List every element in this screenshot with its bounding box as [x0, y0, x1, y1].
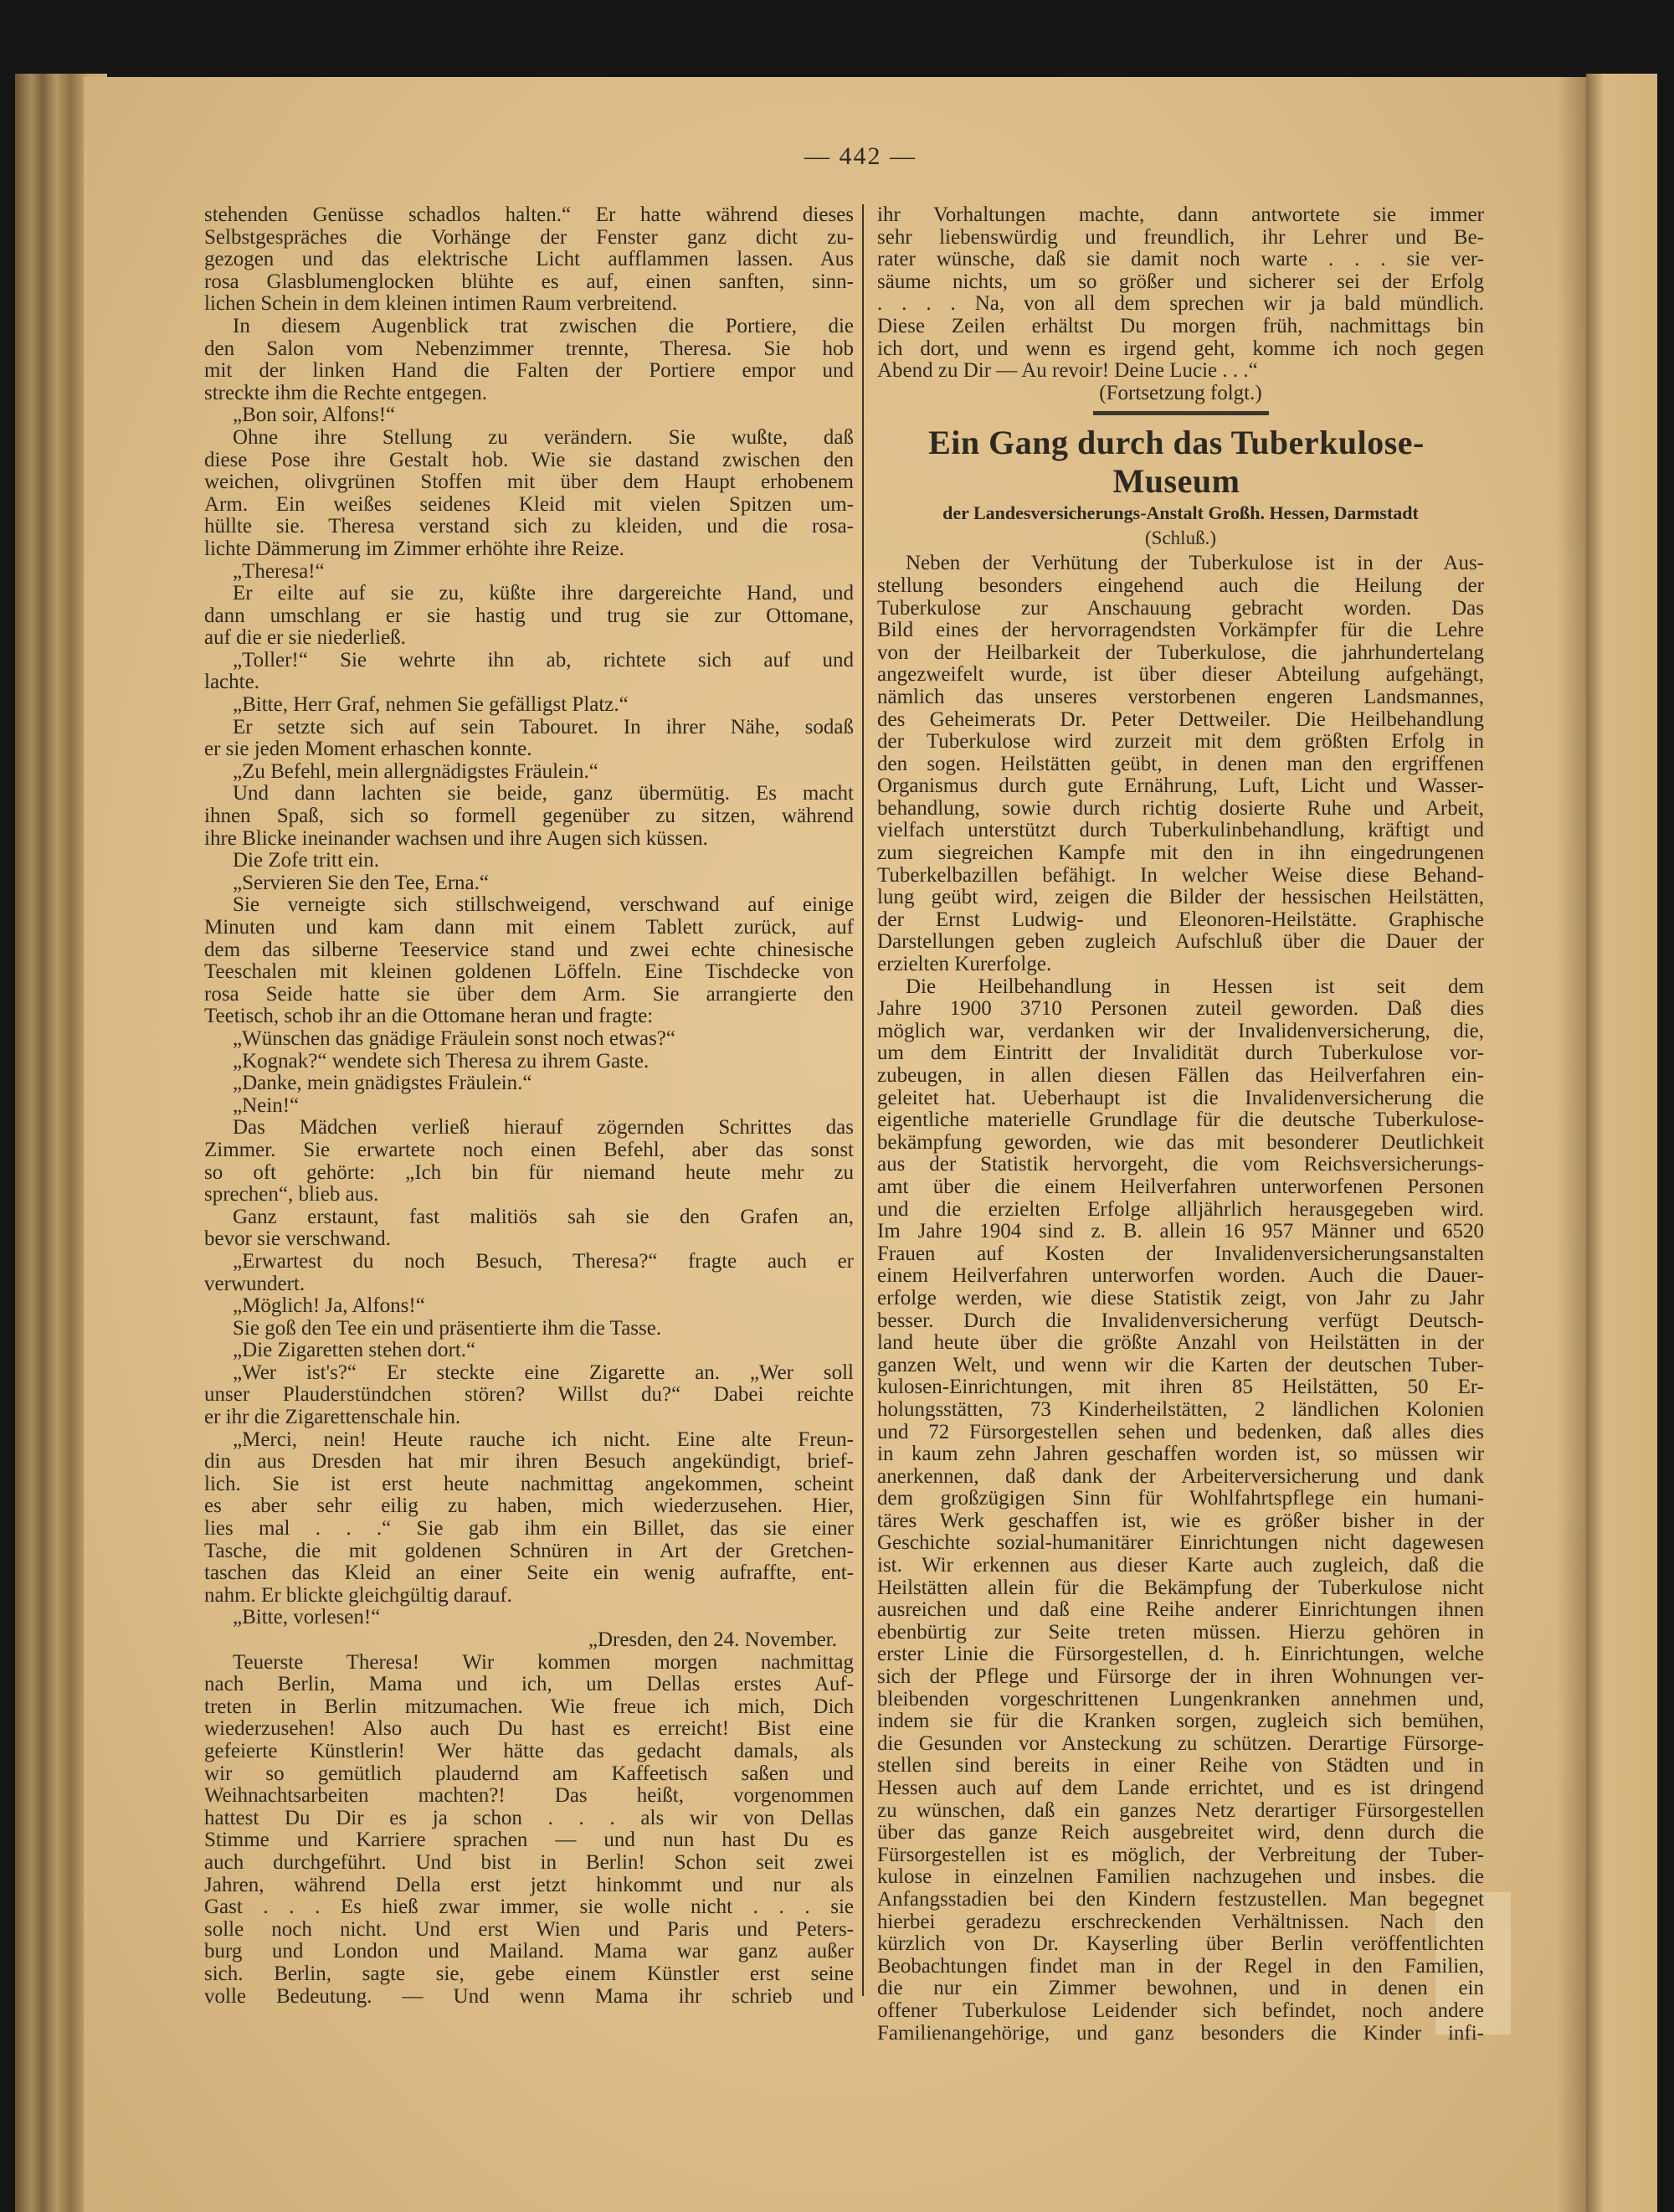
paragraph [204, 1340, 854, 1362]
paragraph [204, 1095, 854, 1118]
text-line: verwundert. [204, 1273, 306, 1295]
text-line: der Ernst Ludwig- und Eleonoren-Heilstätte. Graphische [877, 908, 1484, 931]
text-line: indem sie für die Kranken sorgen, zugleich sich bemühen, [877, 1710, 1484, 1733]
paragraph [204, 1251, 854, 1295]
text-line: Beobachtungen findet man in der Regel in den Familien, [877, 1955, 1484, 1978]
text-line: einem Heilverfahren unterworfen worden. Auch die Dauer- [877, 1265, 1484, 1288]
text-line: „Servieren Sie den Tee, Erna.“ [233, 872, 489, 894]
text-line: Selbstgespräches die Vorhänge der Fenster ganz dicht zu- [204, 226, 854, 249]
page-number: — 442 — [804, 142, 917, 170]
text-line: er sie jeden Moment erhaschen konnte. [204, 738, 532, 761]
paragraph [204, 872, 854, 895]
text-line: „Dresden, den 24. November. [588, 1629, 837, 1651]
paragraph [204, 894, 854, 1028]
paragraph [204, 1362, 854, 1429]
text-line: täres Werk geschaffen ist, wie es größer bisher in der [877, 1510, 1484, 1532]
text-line: treten in Berlin mitzumachen. Wie freue ich mich, Dich [204, 1695, 854, 1718]
paragraph [877, 976, 1484, 2045]
serial-story-ending [877, 204, 1484, 383]
text-line: säume nichts, um so größer und sicherer sei der Erfolg [877, 270, 1484, 293]
text-line: stellen sind bereits in einer Reihe von Städten und in [877, 1755, 1484, 1777]
text-line: möglich war, verdanken wir der Invalidenversicherung, die, [877, 1020, 1484, 1042]
text-line: Anfangsstadien bei den Kindern festzustellen. Man begegnet [877, 1888, 1484, 1911]
text-line: „Erwartest du noch Besuch, Theresa?“ fragte auch er [233, 1250, 854, 1273]
text-line: unser Plauderstündchen stören? Willst du?“ Dabei reichte [204, 1384, 854, 1407]
text-line: anerkennen, daß dank der Arbeiterversicherung und dank [877, 1465, 1484, 1488]
paragraph [204, 1073, 854, 1095]
text-line: angezweifelt wurde, ist über dieser Abteilung aufgehängt, [877, 664, 1484, 687]
text-line: Geschichte sozial-humanitärer Einrichtungen nicht dagewesen [877, 1532, 1484, 1555]
paragraph [204, 1629, 854, 1652]
text-line: Er eilte auf sie zu, küßte ihre dargereichte Hand, und [233, 583, 854, 605]
text-line: ebenbürtig zur Seite treten müssen. Hierzu gehören in [877, 1621, 1484, 1644]
paragraph [204, 204, 854, 316]
text-line: geleitet hat. Ueberhaupt ist die Invalidenversicherung die [877, 1087, 1484, 1109]
paragraph [204, 761, 854, 784]
article-title: Ein Gang durch das Tuberkulose-Museum [928, 424, 1425, 501]
text-line: ganzen Welt, und wenn wir die Karten der deutschen Tuber- [877, 1354, 1484, 1376]
text-line: taschen das Kleid an einer Seite ein wenig aufraffte, ent- [204, 1562, 854, 1585]
text-line: Stimme und Karriere sprachen — und nun hast Du es [204, 1829, 854, 1852]
text-line: „Danke, mein gnädigstes Fräulein.“ [233, 1073, 532, 1095]
text-line: Diese Zeilen erhältst Du morgen früh, nachmittags bin [877, 315, 1484, 337]
text-line: lachte. [204, 671, 259, 694]
column-divider [862, 204, 864, 1996]
text-line: sprechen“, blieb aus. [204, 1184, 379, 1206]
paragraph [204, 1429, 854, 1608]
paragraph [204, 1607, 854, 1629]
text-line: Darstellungen geben zugleich Aufschluß über die Dauer der [877, 931, 1484, 954]
next-page-edge [1586, 74, 1657, 2212]
text-line: . . . . Na, von all dem sprechen wir ja bald mündlich. [877, 293, 1484, 316]
text-line: und die erzielten Erfolge alljährlich herausgegeben wird. [877, 1198, 1484, 1221]
text-line: sich der Pflege und Fürsorge der in ihren Wohnungen ver- [877, 1666, 1484, 1689]
text-line: Tasche, die mit goldenen Schnüren in Art der Gretchen- [204, 1540, 854, 1562]
text-line: Arm. Ein weißes seidenes Kleid mit vielen Spitzen um- [204, 493, 854, 516]
text-line: Die Zofe tritt ein. [233, 850, 379, 872]
text-line: rosa Seide hatte sie über dem Arm. Sie arrangierte den [204, 983, 854, 1006]
text-line: über das ganze Reich ausgebreitet wird, denn durch die [877, 1822, 1484, 1844]
text-line: offener Tuberkulose Leidender sich befindet, noch andere [877, 1999, 1484, 2022]
text-line: Fürsorgestellen ist es möglich, der Verbreitung der Tuber- [877, 1844, 1484, 1866]
text-line: Hessen auch auf dem Lande errichtet, und es ist dringend [877, 1777, 1484, 1799]
text-line: in kaum zehn Jahren geschaffen worden ist, so müssen wir [877, 1443, 1484, 1466]
text-line: bekämpfung geworden, wie das mit besonderer Deutlichkeit [877, 1131, 1484, 1154]
text-line: aus der Statistik hervorgeht, die vom Reichsversicherungs- [877, 1154, 1484, 1176]
text-line: diese Pose ihre Gestalt hob. Wie sie dastand zwischen den [204, 449, 854, 471]
text-line: Tuberkulose zur Anschauung gebracht worden. Das [877, 597, 1484, 620]
text-line: solle noch nicht. Und erst Wien und Paris und Peters- [204, 1918, 854, 1941]
paragraph [204, 850, 854, 872]
text-line: „Die Zigaretten stehen dort.“ [233, 1340, 476, 1362]
paragraph [204, 1295, 854, 1318]
binding-shadow [1557, 77, 1586, 2212]
text-line: die nur ein Zimmer bewohnen, und in denen ein [877, 1978, 1484, 2000]
text-line: „Zu Befehl, mein allergnädigstes Fräulein.“ [233, 760, 598, 783]
text-line: Minuten und kam dann mit einem Tablett zurück, auf [204, 917, 854, 939]
text-line: Er setzte sich auf sein Tabouret. In ihrer Nähe, sodaß [233, 716, 854, 738]
text-line: amt über die einem Heilverfahren unterworfenen Personen [877, 1175, 1484, 1198]
text-line: zu wünschen, daß ein ganzes Netz derartiger Fürsorgestellen [877, 1799, 1484, 1822]
paragraph [877, 553, 1484, 975]
text-line: sich. Berlin, sagte sie, gebe einem Künstler erst seine [204, 1963, 854, 1985]
text-line: es aber sehr eilig zu haben, mich wiederzusehen. Hier, [204, 1495, 854, 1518]
text-line: gefeierte Künstlerin! Wer hätte das gedacht damals, als [204, 1740, 854, 1762]
text-line: In diesem Augenblick trat zwischen die Portiere, die [233, 315, 854, 337]
text-line: wir so gemütlich plaudernd am Kaffeetisch saßen und [204, 1762, 854, 1785]
text-line: eigentliche materielle Grundlage für die deutsche Tuberkulose- [877, 1109, 1484, 1132]
text-line: land heute über die größte Anzahl von Heilstätten in der [877, 1332, 1484, 1355]
text-line: um dem Eintritt der Invalidität durch Tuberkulose vor- [877, 1042, 1484, 1065]
paragraph [204, 717, 854, 761]
text-line: streckte ihm die Rechte entgegen. [204, 382, 488, 404]
text-line: rosa Glasblumenglocken blühte es auf, einen sanften, sinn- [204, 270, 854, 293]
text-line: nahm. Er blickte gleichgültig darauf. [204, 1584, 512, 1607]
text-line: „Wünschen das gnädige Fräulein sonst noch etwas?“ [233, 1027, 676, 1050]
text-line: bevor sie verschwand. [204, 1228, 391, 1251]
right-column [877, 204, 1484, 2045]
text-line: auf die er sie niederließ. [204, 627, 406, 650]
paragraph [204, 650, 854, 694]
text-line: Heilstätten allein für die Bekämpfung der Tuberkulose nicht [877, 1577, 1484, 1599]
text-line: ihre Blicke ineinander wachsen und ihre Augen sich küssen. [204, 827, 708, 850]
text-line: kulosen-Einrichtungen, mit ihren 85 Heilstätten, 50 Er- [877, 1376, 1484, 1399]
text-line: Frauen auf Kosten der Invalidenversicherungsanstalten [877, 1242, 1484, 1265]
paragraph [204, 694, 854, 717]
text-line: von der Heilbarkeit der Tuberkulose, die jahrhundertelang [877, 641, 1484, 664]
text-line: Die Heilbehandlung in Hessen ist seit dem [906, 975, 1484, 998]
text-line: rater wünsche, daß sie damit noch warte . . . sie ver- [877, 249, 1484, 271]
paragraph [204, 1051, 854, 1073]
text-line: behandlung, sowie durch richtig dosierte Ruhe und Arbeit, [877, 797, 1484, 820]
text-line: Das Mädchen verließ hierauf zögernden Schrittes das [233, 1117, 854, 1139]
text-line: Zimmer. Sie erwartete noch einen Befehl, aber das sonst [204, 1139, 854, 1161]
text-line: erfolge werden, wie diese Statistik zeigt, von Jahr zu Jahr [877, 1287, 1484, 1309]
text-line: Organismus durch gute Ernährung, Luft, Licht und Wasser- [877, 775, 1484, 798]
text-line: „Toller!“ Sie wehrte ihn ab, richtete sich auf und [233, 649, 854, 671]
text-line: erster Linie die Fürsorgestellen, d. h. Einrichtungen, welche [877, 1644, 1484, 1666]
left-column-serial-story [204, 204, 854, 2008]
text-line: „Bitte, vorlesen!“ [233, 1607, 381, 1629]
text-line: ich dort, und wenn es irgend geht, komme ich noch gegen [877, 337, 1484, 360]
text-line: sehr liebenswürdig und freundlich, ihr Lehrer und Be- [877, 226, 1484, 249]
text-line: Neben der Verhütung der Tuberkulose ist in der Aus- [906, 553, 1484, 575]
text-line: er ihr die Zigarettenschale hin. [204, 1407, 461, 1429]
text-line: ist. Wir erkennen aus dieser Karte auch zugleich, daß die [877, 1555, 1484, 1577]
text-line: ausreichen und daß eine Reihe anderer Einrichtungen ihnen [877, 1599, 1484, 1622]
text-line: gezogen und das elektrische Licht aufflammen lassen. Aus [204, 249, 854, 271]
text-line: den sogen. Heilstätten geübt, in denen man den ergriffenen [877, 753, 1484, 775]
text-line: Familienangehörige, und ganz besonders die Kinder infi- [877, 2022, 1484, 2045]
text-line: bleibenden vorgeschrittenen Lungenkranken annehmen und, [877, 1688, 1484, 1710]
text-line: nach Berlin, Mama und ich, um Dellas erstes Auf- [204, 1674, 854, 1696]
text-line: Abend zu Dir — Au revoir! Deine Lucie . . .“ [877, 360, 1258, 383]
text-line: nämlich das unseres verstorbenen engeren Landsmannes, [877, 686, 1484, 708]
text-line: burg und London und Mailand. Mama war ganz außer [204, 1941, 854, 1963]
text-line: Jahren, während Della erst jetzt hinkommt und nur als [204, 1874, 854, 1896]
text-line: din aus Dresden hat mir ihren Besuch angekündigt, brief- [204, 1451, 854, 1474]
text-line: hierbei geradezu erschreckenden Verhältnissen. Nach den [877, 1911, 1484, 1933]
text-line: mit der linken Hand die Falten der Portiere empor und [204, 360, 854, 383]
text-line: erzielten Kurerfolge. [877, 954, 1052, 976]
text-line: ihnen Spaß, sich so formell gegenüber zu sitzen, während [204, 805, 854, 828]
text-line: Weihnachtsarbeiten machten?! Das heißt, vorgenommen [204, 1785, 854, 1808]
text-line: des Geheimerats Dr. Peter Dettweiler. Die Heilbehandlung [877, 708, 1484, 731]
text-line: dann umschlang er sie hastig und trug sie zur Ottomane, [204, 604, 854, 627]
text-line: hüllte sie. Theresa verstand sich zu kleiden, und die rosa- [204, 516, 854, 538]
text-line: vielfach unterstützt durch Tuberkulinbehandlung, kräftigt und [877, 820, 1484, 842]
article-subtitle: der Landesversicherungs-Anstalt Großh. Hessen, Darmstadt [942, 502, 1419, 524]
text-line: „Merci, nein! Heute rauche ich nicht. Eine alte Freun- [233, 1428, 854, 1451]
text-line: auch durchgeführt. Und bist in Berlin! Schon seit zwei [204, 1851, 854, 1874]
text-line: und 72 Fürsorgestellen sehen und bedenken, daß alles dies [877, 1421, 1484, 1443]
paragraph [204, 1652, 854, 2009]
text-line: Sie goß den Tee ein und präsentierte ihm die Tasse. [233, 1317, 662, 1340]
text-line: Im Jahre 1904 sind z. B. allein 16 957 Männer und 6520 [877, 1221, 1484, 1243]
text-line: Und dann lachten sie beide, ganz übermütig. Es macht [233, 783, 854, 805]
text-line: Tuberkelbazillen befähigt. In welcher Weise diese Behand- [877, 864, 1484, 887]
text-line: Ohne ihre Stellung zu verändern. Sie wußte, daß [233, 426, 854, 449]
text-line: Ganz erstaunt, fast malitiös sah sie den Grafen an, [233, 1206, 854, 1228]
text-line: holungsstätten, 73 Kinderheilstätten, 2 ländlichen Kolonien [877, 1398, 1484, 1421]
text-line: der Tuberkulose wird zurzeit mit dem größten Erfolg in [877, 731, 1484, 754]
paragraph [204, 427, 854, 561]
paragraph [204, 583, 854, 650]
article-part-label: (Schluß.) [1145, 527, 1216, 549]
text-line: Teuerste Theresa! Wir kommen morgen nachmittag [233, 1651, 854, 1674]
text-line: lies mal . . .“ Sie gab ihm ein Billet, das sie einer [204, 1518, 854, 1541]
text-line: lung geübt wird, zeigen die Bilder der hessischen Heilstätten, [877, 887, 1484, 909]
text-line: hattest Du Dir es ja schon . . . als wir von Dellas [204, 1807, 854, 1829]
text-line: dem das silberne Teeservice stand und zwei echte chinesische [204, 939, 854, 961]
text-line: „Theresa!“ [233, 560, 325, 583]
text-line: dem großzügigen Sinn für Wohlfahrtspflege ein humani- [877, 1488, 1484, 1510]
article-body [877, 553, 1484, 2045]
text-line: Gast . . . Es hieß zwar immer, sie wolle nicht . . . sie [204, 1896, 854, 1919]
text-line: „Bitte, Herr Graf, nehmen Sie gefälligst Platz.“ [233, 694, 629, 717]
text-line: „Nein!“ [233, 1094, 300, 1117]
text-line: wiederzusehen! Also auch Du hast es erreicht! Bist eine [204, 1718, 854, 1741]
text-line: Sie verneigte sich stillschweigend, verschwand auf einige [233, 894, 854, 917]
paragraph [204, 1117, 854, 1206]
text-line: kulose in einzelnen Familien nachzugehen und insbes. die [877, 1866, 1484, 1889]
text-line: zum siegreichen Kampfe mit den in ihn eingedrungenen [877, 842, 1484, 865]
text-line: besser. Durch die Invalidenversicherung verfügt Deutsch- [877, 1309, 1484, 1332]
text-line: Teeschalen mit kleinen goldenen Löffeln. Eine Tischdecke von [204, 961, 854, 984]
paragraph [204, 1206, 854, 1251]
text-line: „Möglich! Ja, Alfons!“ [233, 1295, 425, 1318]
paragraph [204, 1028, 854, 1051]
text-line: lichte Dämmerung im Zimmer erhöhte ihre Reize. [204, 538, 624, 560]
text-line: volle Bedeutung. — Und wenn Mama ihr schrieb und [204, 1985, 854, 2008]
text-line: lich. Sie ist erst heute nachmittag angekommen, scheint [204, 1473, 854, 1495]
text-line: Teetisch, schob ihr an die Ottomane heran und fragte: [204, 1006, 654, 1028]
paragraph [204, 404, 854, 427]
text-line: den Salon vom Nebenzimmer trennte, Theresa. Sie hob [204, 337, 854, 360]
text-line: „Wer ist's?“ Er steckte eine Zigarette an. „Wer soll [233, 1361, 854, 1384]
paragraph [204, 783, 854, 850]
text-line: stellung besonders eingehend auch die Heilung der [877, 574, 1484, 597]
continuation-note: (Fortsetzung folgt.) [1099, 382, 1262, 404]
paragraph [204, 561, 854, 584]
section-rule [1093, 411, 1269, 415]
text-line: „Bon soir, Alfons!“ [233, 404, 396, 427]
text-line: weichen, olivgrünen Stoffen mit über dem Haupt erhobenem [204, 471, 854, 494]
text-line: Bild eines der hervorragendsten Vorkämpfer für die Lehre [877, 620, 1484, 642]
text-line: zubeugen, in allen diesen Fällen das Heilverfahren ein- [877, 1065, 1484, 1087]
paragraph [204, 1318, 854, 1340]
text-line: kürzlich von Dr. Kayserling über Berlin veröffentlichten [877, 1933, 1484, 1956]
paragraph [204, 316, 854, 404]
text-line: ihr Vorhaltungen machte, dann antwortete sie immer [877, 204, 1484, 226]
text-line: Jahre 1900 3710 Personen zuteil geworden. Daß dies [877, 998, 1484, 1021]
text-line: so oft gehörte: „Ich bin für niemand heute mehr zu [204, 1161, 854, 1184]
text-line: die Gesunden vor Ansteckung zu schützen. Derartige Fürsorge- [877, 1732, 1484, 1755]
text-line: „Kognak?“ wendete sich Theresa zu ihrem Gaste. [233, 1050, 650, 1073]
text-line: lichen Schein in dem kleinen intimen Raum verbreitend. [204, 293, 678, 316]
text-line: stehenden Genüsse schadlos halten.“ Er hatte während dieses [204, 204, 854, 226]
